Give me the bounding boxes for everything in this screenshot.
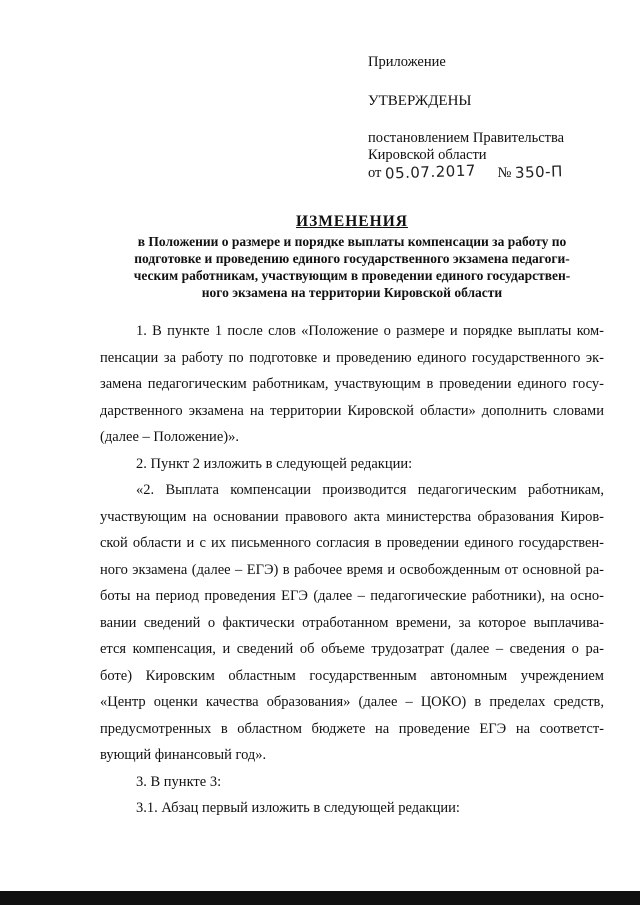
body-line: вующий финансовый год». bbox=[100, 747, 267, 763]
subtitle-line: в Положении о размере и порядке выплаты компенсации за работу по bbox=[137, 234, 567, 249]
date-prefix: от bbox=[368, 165, 382, 181]
body-line: «Центр оценки качества образования» (далее – ЦОКО) в пределах средств, bbox=[100, 694, 604, 710]
body-line: 1. В пункте 1 после слов «Положение о размере и порядке выплаты ком- bbox=[136, 323, 604, 339]
document-title: ИЗМЕНЕНИЯ bbox=[296, 213, 408, 230]
body-line: «2. Выплата компенсации производится педагогическим работникам, bbox=[136, 482, 604, 498]
body-line: ного экзамена (далее – ЕГЭ) в рабочее время и освобожденным от основной ра- bbox=[100, 561, 604, 578]
body-line: 2. Пункт 2 изложить в следующей редакции: bbox=[136, 455, 413, 472]
body-line: ется компенсация, и сведений об объеме трудозатрат (далее – сведения о ра- bbox=[100, 641, 604, 657]
body-line: боты на период проведения ЕГЭ (далее – педагогические работники), на осно- bbox=[100, 588, 604, 604]
heading-block bbox=[100, 213, 604, 301]
subtitle-line: ного экзамена на территории Кировской области bbox=[201, 285, 503, 300]
handwritten-number: 350-П bbox=[514, 162, 564, 182]
body-line: участвующим на основании правового акта министерства образования Киров- bbox=[100, 508, 604, 525]
body-line: предусмотренных в областном бюджете на проведение ЕГЭ на соответст- bbox=[100, 720, 604, 737]
body-line: боте) Кировским областным государственным автономным учреждением bbox=[100, 667, 604, 684]
handwritten-date: 05.07.2017 bbox=[384, 161, 477, 183]
body-line: замена педагогическим работникам, участвующим в проведении единого госу- bbox=[100, 376, 604, 392]
body-line: 3. В пункте 3: bbox=[136, 773, 222, 790]
scan-edge-bar bbox=[0, 891, 640, 905]
body-line: вании сведений о фактически отработанном времени, за которое выплачива- bbox=[100, 614, 604, 631]
body-line: дарственного экзамена на территории Кировской области» дополнить словами bbox=[100, 402, 604, 419]
body-line: (далее – Положение)». bbox=[100, 429, 239, 445]
body-line: пенсации за работу по подготовке и проведению единого государственного эк- bbox=[100, 349, 604, 366]
subtitle-line: ческим работникам, участвующим в проведении единого государствен- bbox=[133, 268, 571, 283]
body-line: ской области и с их письменного согласия в проведении единого государствен- bbox=[100, 535, 604, 551]
document-body bbox=[100, 318, 604, 822]
region-line: Кировской области bbox=[368, 147, 487, 163]
number-prefix: № bbox=[497, 165, 512, 181]
subtitle-line: подготовке и проведению единого государственного экзамена педагоги- bbox=[134, 251, 570, 266]
body-line: 3.1. Абзац первый изложить в следующей редакции: bbox=[136, 800, 460, 816]
annex-label: Приложение bbox=[368, 54, 446, 70]
date-number-line bbox=[368, 161, 564, 183]
approved-label: УТВЕРЖДЕНЫ bbox=[368, 93, 472, 109]
resolution-line: постановлением Правительства bbox=[368, 130, 565, 146]
